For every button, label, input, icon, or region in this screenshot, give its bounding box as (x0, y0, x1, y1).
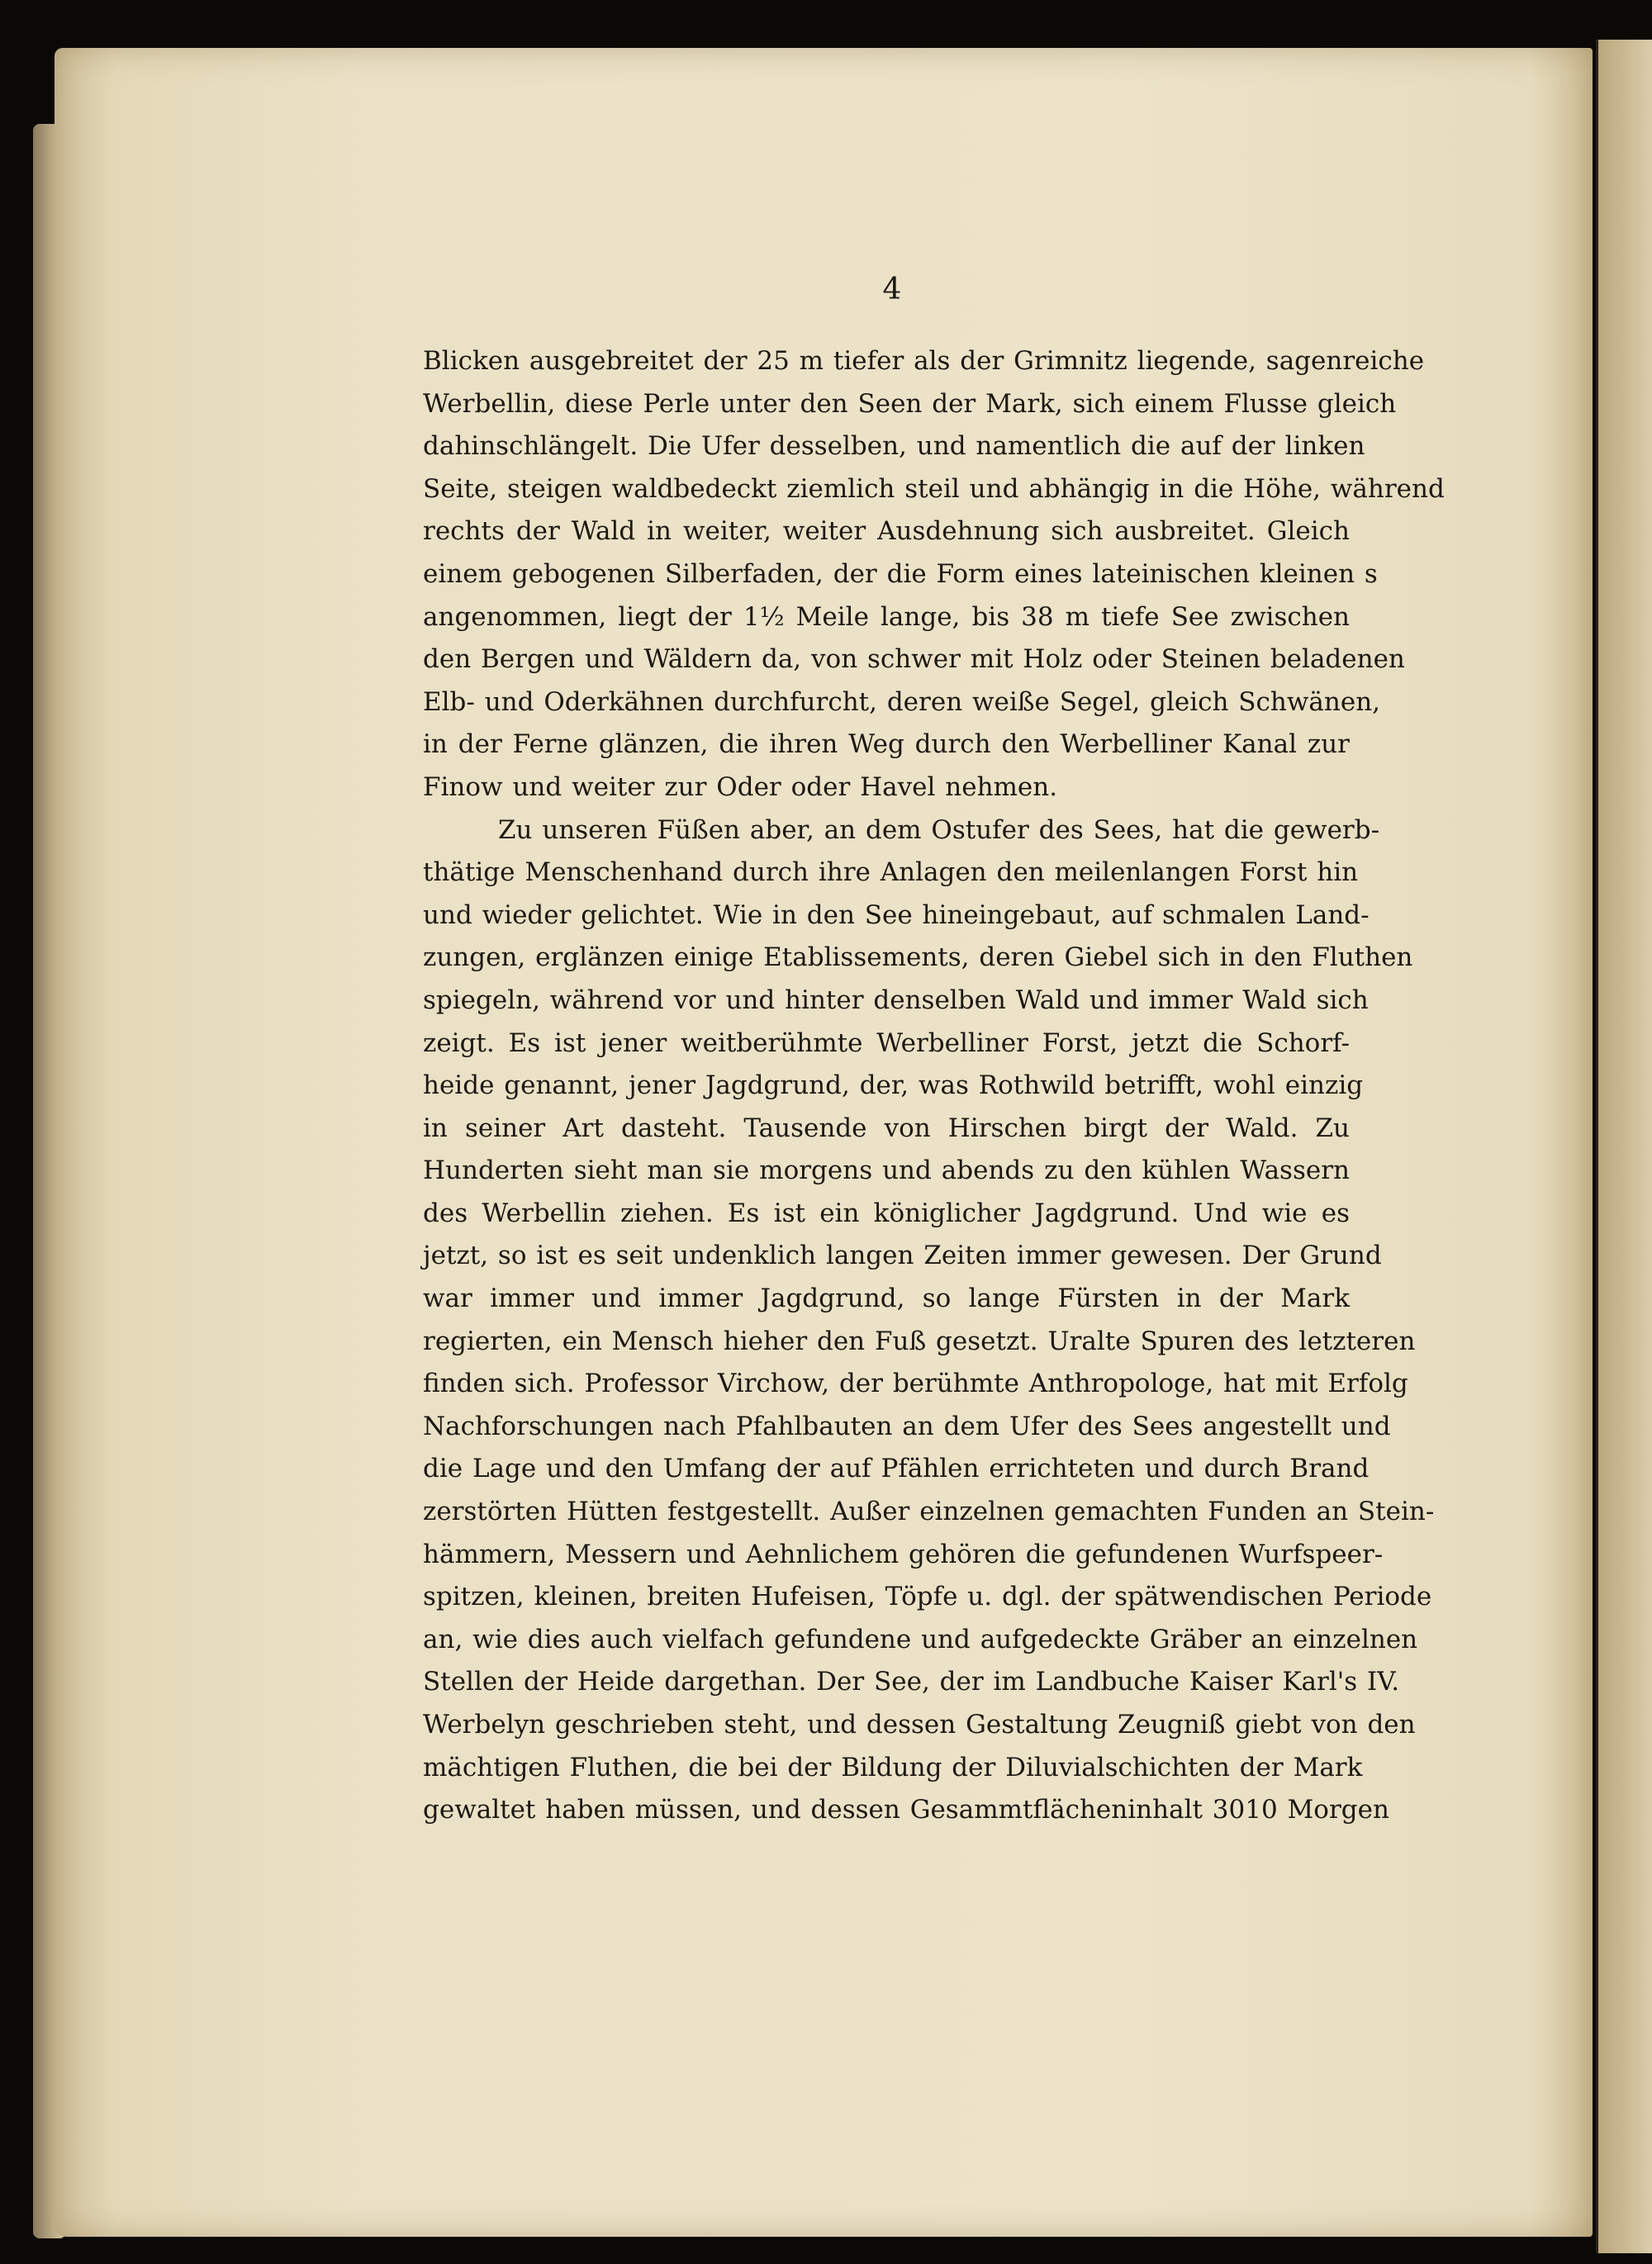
text-line: die Lage und den Umfang der auf Pfählen errichteten und durch Brand (423, 1454, 1370, 1484)
text-line: an, wie dies auch vielfach gefundene und aufgedeckte Gräber an einzelnen (423, 1624, 1418, 1654)
text-line: Nachforschungen nach Pfahlbauten an dem Ufer des Sees angestellt und (423, 1411, 1391, 1441)
text-line: Werbelyn geschrieben steht, und dessen Gestaltung Zeugniß giebt von den (423, 1710, 1416, 1740)
text-line: Zu unseren Füßen aber, an dem Ostufer des Sees, hat die gewerb- (498, 814, 1380, 845)
text-line: Blicken ausgebreitet der 25 m tiefer als der Grimnitz liegende, sagenreiche (423, 346, 1425, 376)
text-line: Finow und weiter zur Oder oder Havel nehmen. (423, 771, 1058, 802)
text-line: Werbellin, diese Perle unter den Seen der Mark, sich einem Flusse gleich (423, 388, 1397, 419)
text-line: zerstörten Hütten festgestellt. Außer einzelnen gemachten Funden an Stein- (423, 1497, 1435, 1527)
text-line: den Bergen und Wäldern da, von schwer mit Holz oder Steinen beladenen (423, 644, 1405, 675)
text-line: Seite, steigen waldbedeckt ziemlich steil und abhängig in die Höhe, während (423, 473, 1445, 504)
body-text (423, 340, 1445, 1832)
text-line: zungen, erglänzen einige Etablissements, deren Giebel sich in den Fluthen (423, 942, 1413, 973)
text-line: einem gebogenen Silberfaden, der die Form eines lateinischen kleinen s (423, 558, 1378, 589)
text-line: angenommen, liegt der 1½ Meile lange, bis 38 m tiefe See zwischen (423, 601, 1350, 632)
text-line: zeigt. Es ist jener weitberühmte Werbelliner Forst, jetzt die Schorf- (423, 1028, 1350, 1058)
text-line: gewaltet haben müssen, und dessen Gesammtflächeninhalt 3010 Morgen (423, 1795, 1389, 1825)
text-line: und wieder gelichtet. Wie in den See hineingebaut, auf schmalen Land- (423, 899, 1370, 930)
text-line: thätige Menschenhand durch ihre Anlagen den meilenlangen Forst hin (423, 857, 1359, 888)
page-number: 4 (882, 273, 902, 306)
text-line: Hunderten sieht man sie morgens und abends zu den kühlen Wassern (423, 1156, 1350, 1186)
text-line: Stellen der Heide dargethan. Der See, der im Landbuche Kaiser Karl's IV. (423, 1667, 1400, 1697)
text-line: des Werbellin ziehen. Es ist ein königlicher Jagdgrund. Und wie es (423, 1198, 1350, 1228)
text-line: rechts der Wald in weiter, weiter Ausdehnung sich ausbreitet. Gleich (423, 516, 1350, 547)
text-line: heide genannt, jener Jagdgrund, der, was Rothwild betrifft, wohl einzig (423, 1070, 1364, 1101)
text-line: spitzen, kleinen, breiten Hufeisen, Töpfe u. dgl. der spätwendischen Periode (423, 1582, 1432, 1612)
text-line: finden sich. Professor Virchow, der berühmte Anthropologe, hat mit Erfolg (423, 1369, 1408, 1399)
text-line: regierten, ein Mensch hieher den Fuß gesetzt. Uralte Spuren des letzteren (423, 1326, 1416, 1356)
text-line: hämmern, Messern und Aehnlichem gehören die gefundenen Wurfspeer- (423, 1539, 1384, 1569)
next-page-edge (1596, 40, 1652, 2253)
text-line: Elb- und Oderkähnen durchfurcht, deren weiße Segel, gleich Schwänen, (423, 686, 1381, 717)
text-line: in der Ferne glänzen, die ihren Weg durch den Werbelliner Kanal zur (423, 729, 1350, 760)
text-line: spiegeln, während vor und hinter denselben Wald und immer Wald sich (423, 985, 1369, 1015)
text-line: mächtigen Fluthen, die bei der Bildung der Diluvialschichten der Mark (423, 1752, 1363, 1782)
text-line: dahinschlängelt. Die Ufer desselben, und namentlich die auf der linken (423, 431, 1365, 462)
text-line: in seiner Art dasteht. Tausende von Hirschen birgt der Wald. Zu (423, 1113, 1350, 1143)
text-line: war immer und immer Jagdgrund, so lange Fürsten in der Mark (423, 1284, 1350, 1314)
text-line: jetzt, so ist es seit undenklich langen Zeiten immer gewesen. Der Grund (423, 1241, 1382, 1271)
